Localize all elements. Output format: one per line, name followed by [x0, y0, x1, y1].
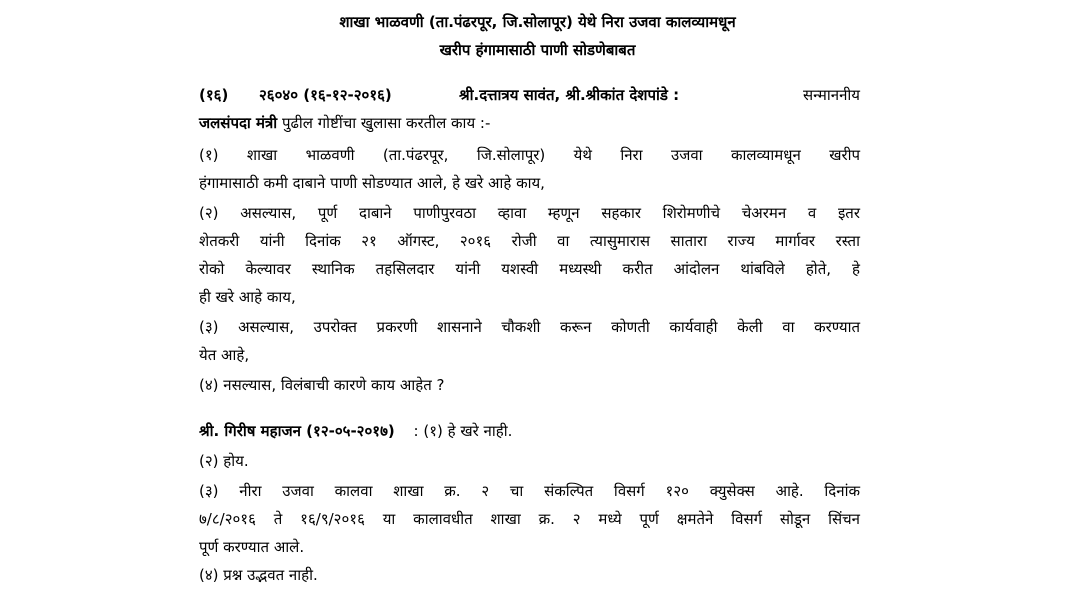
question-intro: पुढील गोष्टींचा खुलासा करतील काय :- — [281, 114, 491, 132]
document-title-line-1: शाखा भाळवणी (ता.पंढरपूर, जि.सोलापूर) येथे निरा उजवा कालव्यामधून — [339, 13, 736, 31]
question-item-2-line-3: रोको केल्यावर स्थानिक तहसिलदार यांनी यशस्वी मध्यस्थी करीत आंदोलन थांबविले होते, हे — [199, 260, 860, 278]
question-serial: (१६) — [199, 86, 229, 104]
question-members: श्री.दत्तात्रय सावंत, श्री.श्रीकांत देशपांडे : — [459, 86, 680, 104]
answer-item-3-line-1: (३) नीरा उजवा कालवा शाखा क्र. २ चा संकल्पित विसर्ग १२० क्युसेक्स आहे. दिनांक — [199, 482, 860, 500]
document-title-line-2: खरीप हंगामासाठी पाणी सोडणेबाबत — [439, 41, 636, 59]
answer-item-4-line-1: (४) प्रश्न उद्भवत नाही. — [199, 566, 318, 584]
question-item-3-line-2: येत आहे, — [199, 346, 250, 364]
answer-item-1: : (१) हे खरे नाही. — [413, 422, 513, 440]
answer-speaker: श्री. गिरीष महाजन (१२-०५-२०१७) — [199, 422, 395, 440]
answer-item-2-line-1: (२) होय. — [199, 452, 249, 470]
question-addressee — [199, 113, 860, 133]
answer-item-3-line-2: ७/८/२०१६ ते १६/९/२०१६ या कालावधीत शाखा क्र. २ मध्ये पूर्ण क्षमतेने विसर्ग सोडून सिंचन — [199, 510, 860, 528]
answer-header — [199, 421, 860, 441]
answer-item-3-line-3: पूर्ण करण्यात आले. — [199, 538, 305, 556]
minister-name: जलसंपदा मंत्री — [199, 114, 278, 132]
question-item-4-line-1: (४) नसल्यास, विलंबाची कारणे काय आहेत ? — [199, 376, 445, 394]
question-item-2-line-4: ही खरे आहे काय, — [199, 288, 296, 306]
question-item-3-line-1: (३) असल्यास, उपरोक्त प्रकरणी शासनाने चौकशी करून कोणती कार्यवाही केली वा करण्यात — [199, 318, 860, 336]
question-item-2-line-2: शेतकरी यांनी दिनांक २१ ऑगस्ट, २०१६ रोजी वा त्यासुमारास सातारा राज्य मार्गावर रस्ता — [199, 232, 860, 250]
question-item-2-line-1: (२) असल्यास, पूर्ण दाबाने पाणीपुरवठा व्हावा म्हणून सहकार शिरोमणीचे चेअरमन व इतर — [199, 204, 860, 222]
question-number: २६०४० (१६-१२-२०१६) — [259, 86, 392, 104]
question-item-1-line-1: (१) शाखा भाळवणी (ता.पंढरपूर, जि.सोलापूर) येथे निरा उजवा कालव्यामधून खरीप — [199, 146, 860, 164]
question-item-1-line-2: हंगामासाठी कमी दाबाने पाणी सोडण्यात आले, हे खरे आहे काय, — [199, 174, 545, 192]
question-honorific: सन्माननीय — [802, 86, 860, 104]
